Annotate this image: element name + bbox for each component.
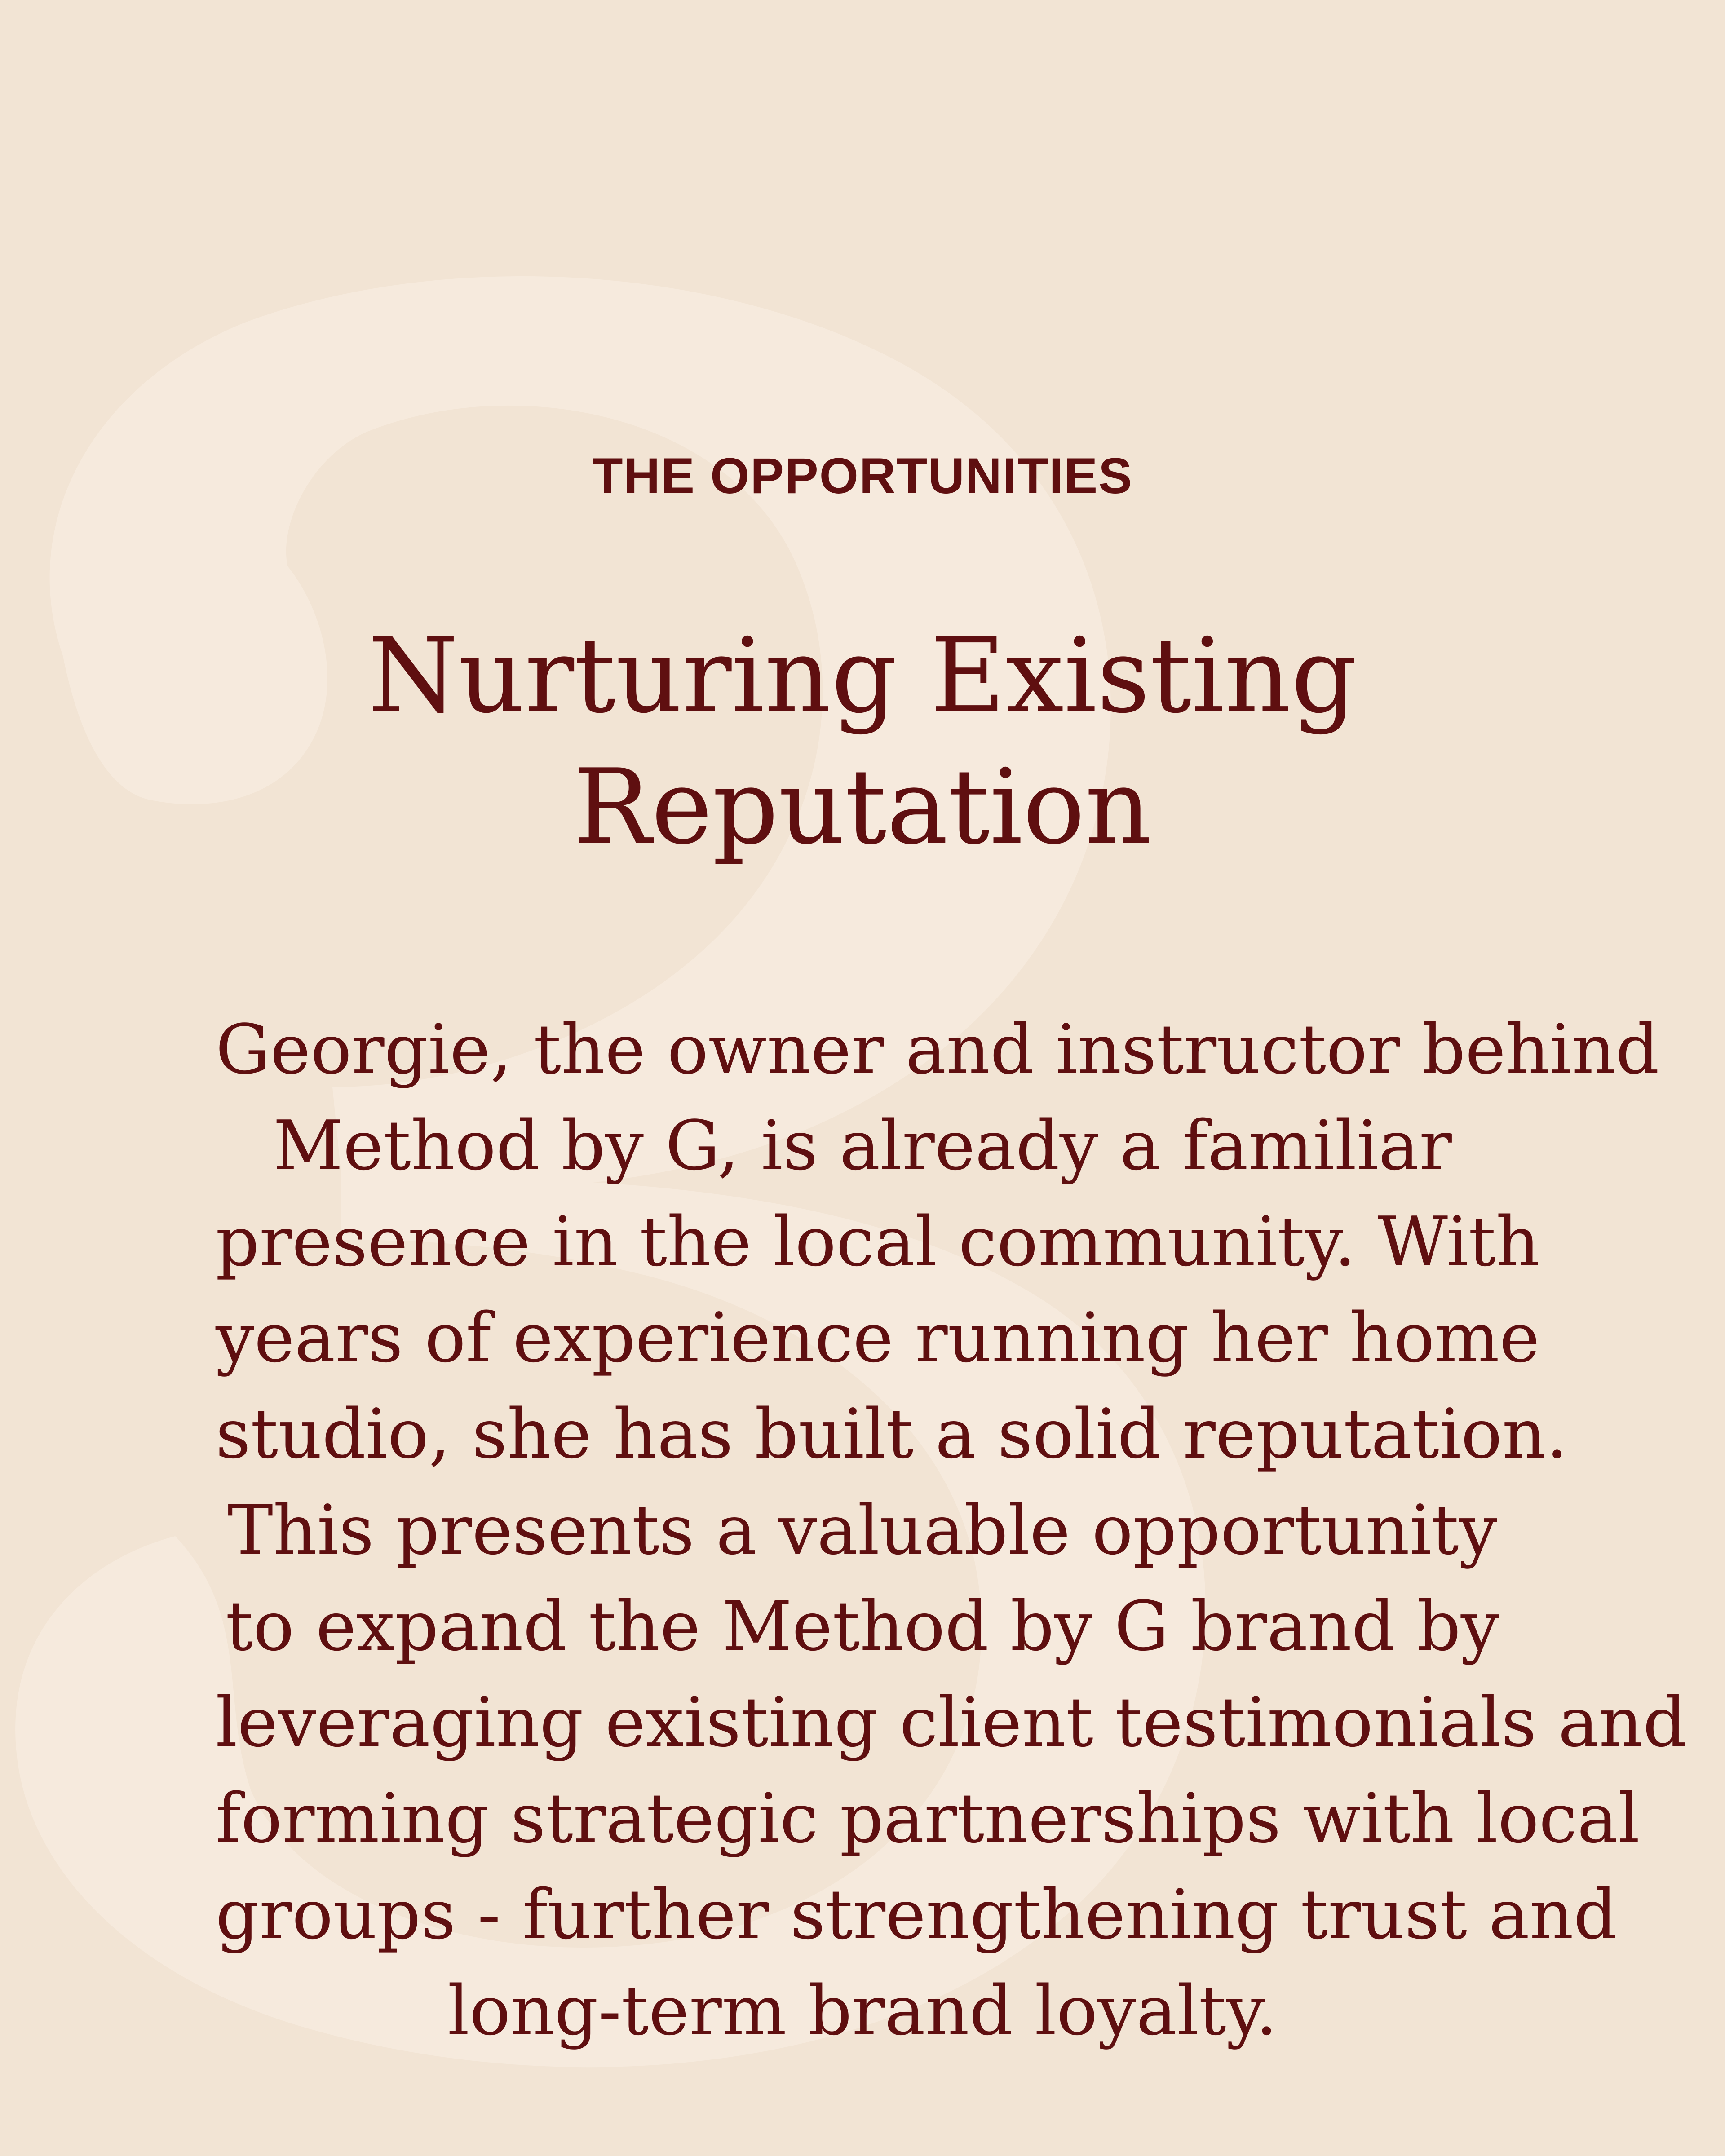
body-line: groups - further strengthening trust and — [216, 1875, 1618, 1954]
body-line: presence in the local community. With — [216, 1202, 1540, 1281]
body-paragraph — [216, 1002, 1687, 2059]
body-line: This presents a valuable opportunity — [227, 1490, 1498, 1570]
body-line: Georgie, the owner and instructor behind — [216, 1010, 1659, 1089]
body-line: leveraging existing client testimonials and — [216, 1683, 1687, 1762]
title-line: Nurturing Existing — [367, 616, 1358, 736]
body-line: to expand the Method by G brand by — [226, 1586, 1499, 1666]
body-line: forming strategic partnerships with local — [216, 1779, 1640, 1858]
title-line: Reputation — [573, 747, 1152, 867]
body-line: Method by G, is already a familiar — [273, 1106, 1452, 1185]
body-line: years of experience running her home — [216, 1298, 1540, 1378]
page-title — [180, 611, 1545, 873]
section-eyebrow: THE OPPORTUNITIES — [592, 448, 1133, 504]
body-line: long-term brand loyalty. — [447, 1971, 1278, 2050]
body-line: studio, she has built a solid reputation. — [216, 1394, 1568, 1474]
